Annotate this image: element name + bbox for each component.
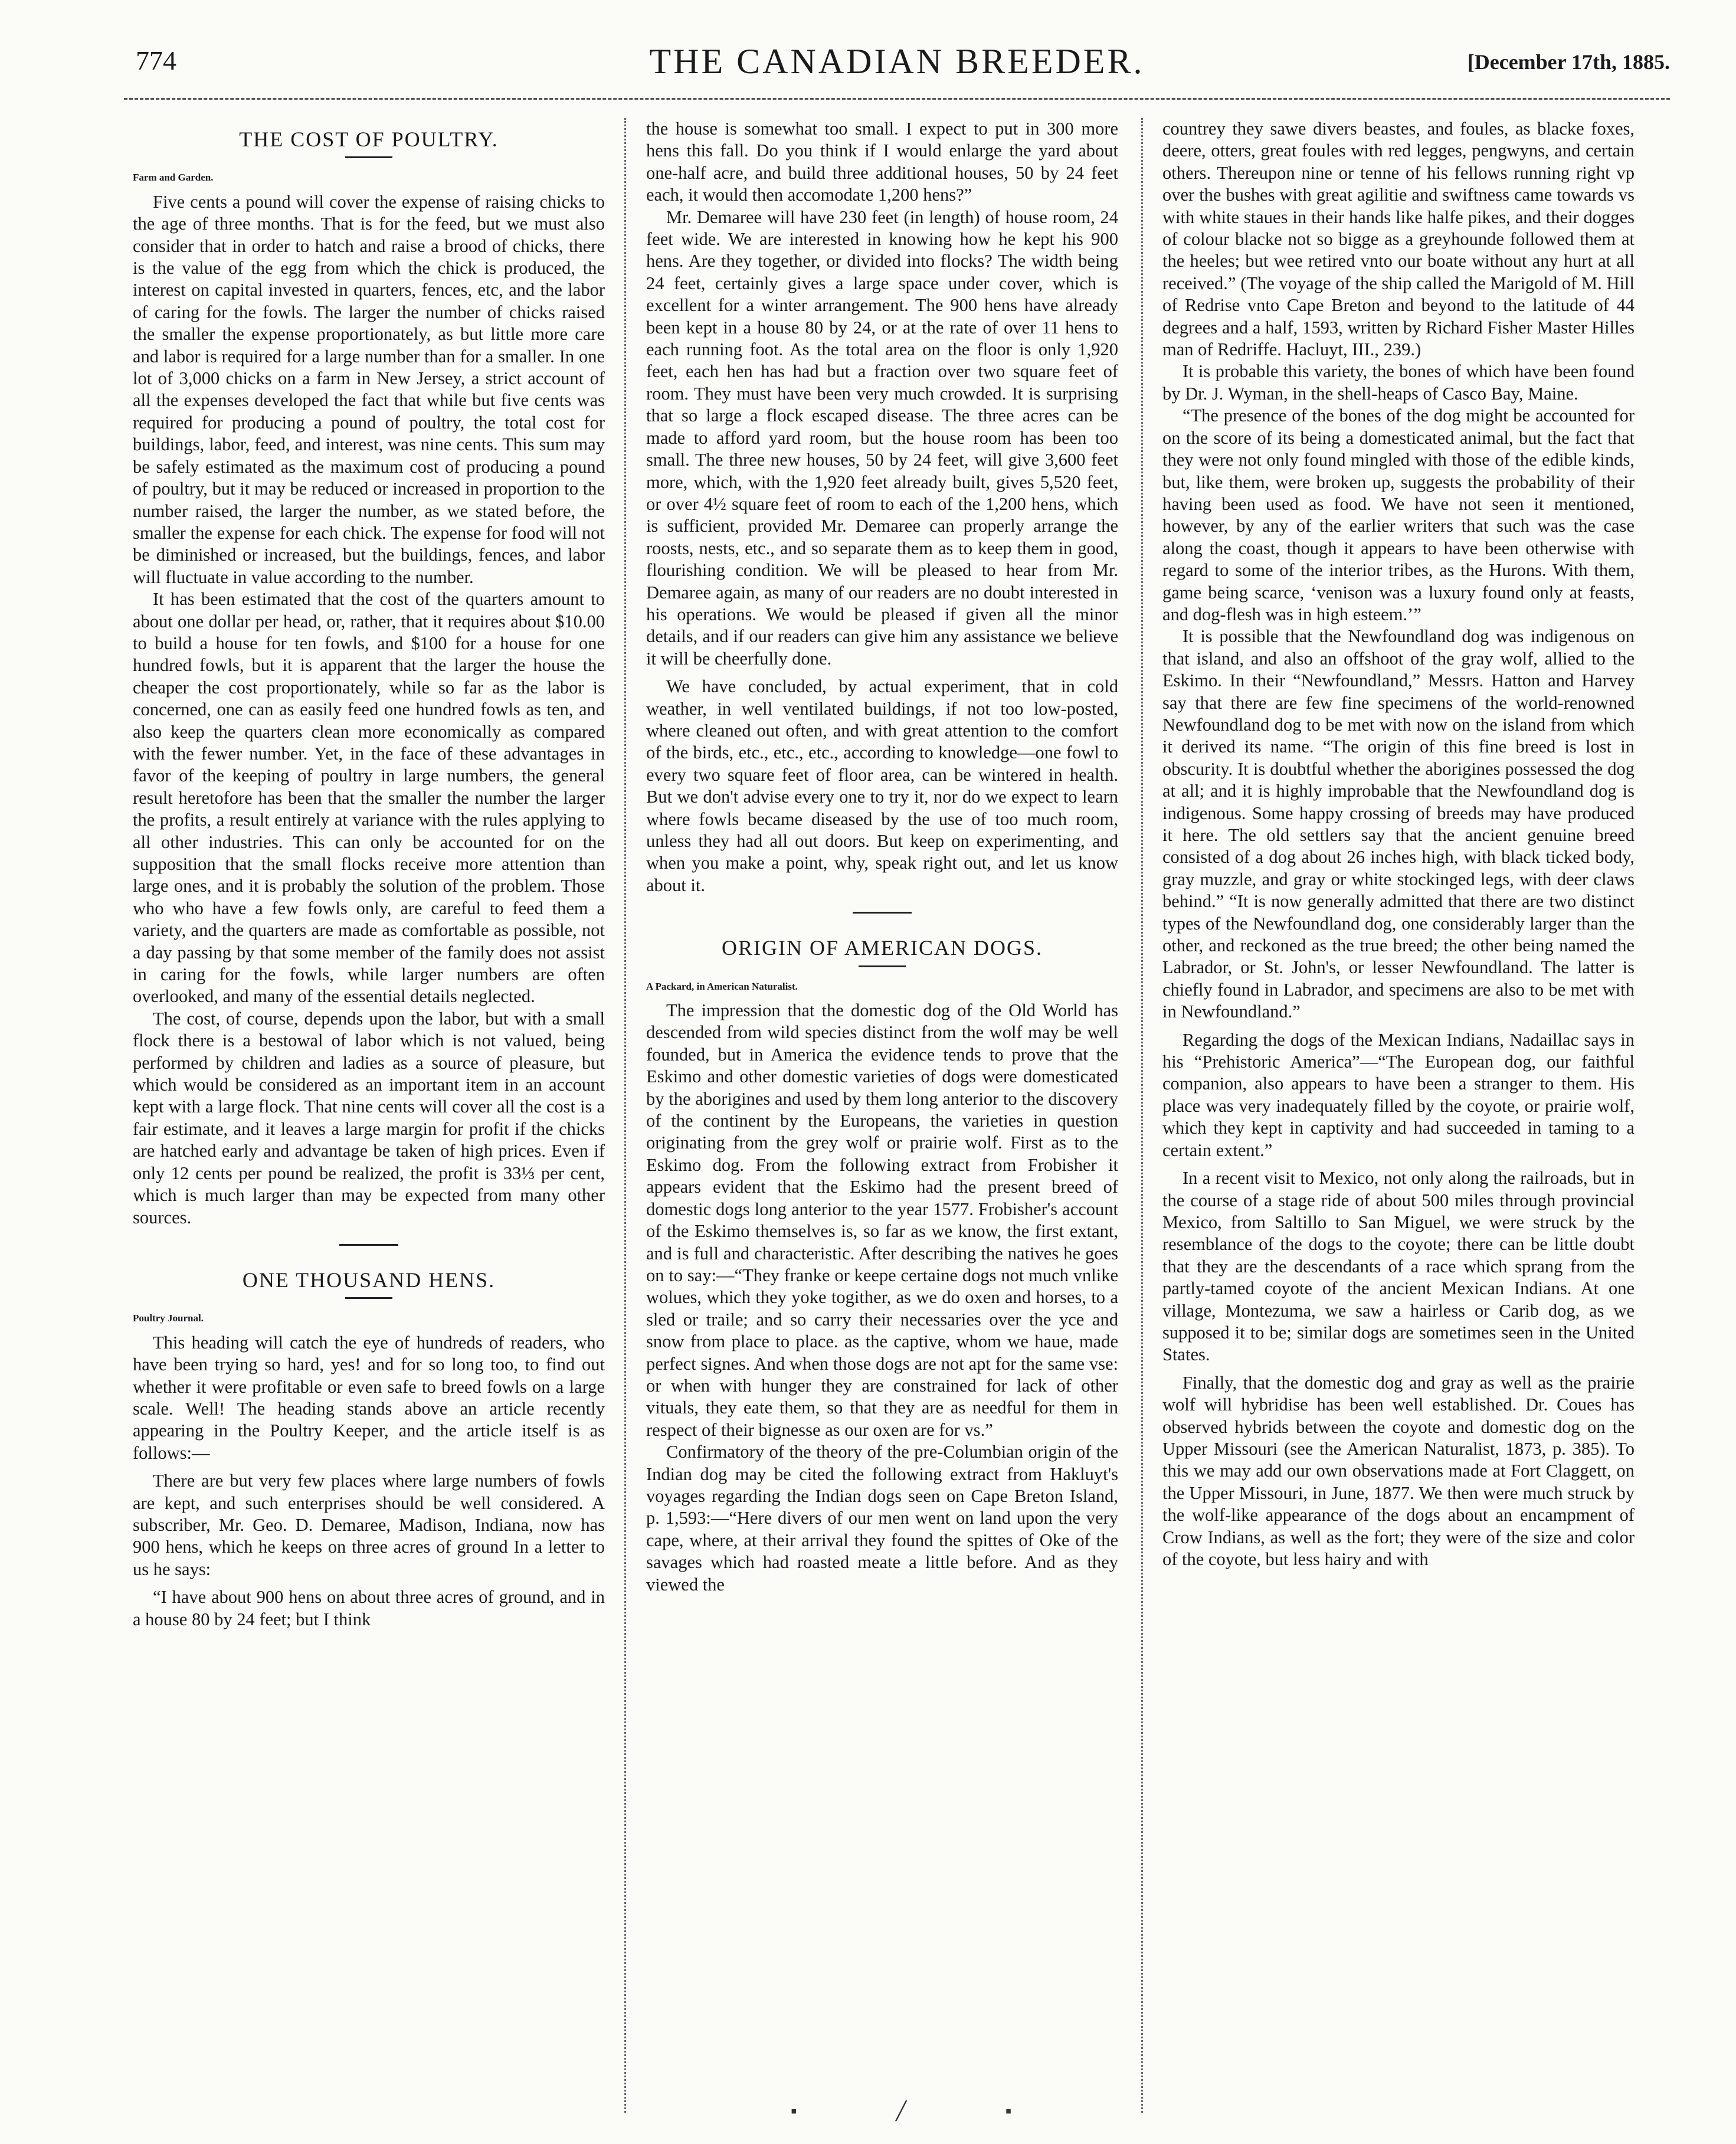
title-rule [345, 1297, 392, 1299]
section-rule [339, 1244, 398, 1246]
issue-date: [December 17th, 1885. [1467, 50, 1670, 74]
paragraph: The impression that the domestic dog of the Old World has descended from wild species distinct from the wolf may be well founded, but in America the evidence tends to prove that the Eskimo and other domestic varieties of dogs were domesticated by the aborigines and used by them long anterior to the discovery of the continent by the Europeans, the varieties in question originating from the grey wolf or prairie wolf. First as to the Eskimo dog. From the following extract from Frobisher it appears evident that the Eskimo had the present breed of domestic dogs long anterior to the year 1577. Frobisher's account of the Eskimo themselves is, so far as we know, the first extant, and is full and characteristic. After describing the natives he goes on to say:—“They franke or keepe certaine dogs not much vnlike wolues, which they yoke togither, as we do oxen and horses, to a sled or traile; and so carry their necessaries over the yce and snow from place to place. as the captive, whom we haue, made perfect signes. And when those dogs are not apt for the same vse: or when with hunger they are constrained for lack of other vituals, they eate them, so that they are as needful for them in respect of their bignesse as our oxen are for vs.” [646, 1000, 1118, 1440]
paragraph: It is possible that the Newfoundland dog was indigenous on that island, and also an offshoot of the gray wolf, allied to the Eskimo. In their “Newfoundland,” Messrs. Hatton and Harvey say that there are few fine specimens of the world-renowned Newfoundland dog to be met with now on the island from which it derived its name. “The origin of this fine breed is lost in obscurity. It is doubtful whether the aborigines possessed the dog at all; and it is highly improbable that the Newfoundland dog is indigenous. Some happy crossing of breeds may have produced it here. The old settlers say that the ancient genuine breed consisted of a dog about 26 inches high, with black ticked body, gray muzzle, and gray or white stockinged legs, with deer claws behind.” “It is now generally admitted that there are two distinct types of the Newfoundland dog, one considerably larger than the other, and reckoned as the true breed; the other being named the Labrador, or St. John's, or lesser Newfoundland. The latter is chiefly found in Labrador, and specimens are also to be met with in Newfoundland.” [1162, 626, 1635, 1022]
title-rule [345, 156, 392, 158]
paragraph: It is probable this variety, the bones of which have been found by Dr. J. Wyman, in the shell-heaps of Casco Bay, Maine. [1162, 361, 1635, 404]
column-divider [624, 118, 626, 2113]
paragraph: There are but very few places where large numbers of fowls are kept, and such enterprises should be well considered. A subscriber, Mr. Geo. D. Demaree, Madison, Indiana, now has 900 hens, which he keeps on three acres of ground In a letter to us he says: [133, 1471, 605, 1579]
print-marks: ▪ ╱ ▪ [791, 2102, 1059, 2121]
paragraph: Mr. Demaree will have 230 feet (in length) of house room, 24 feet wide. We are interested in knowing how he kept his 900 hens. Are they together, or divided into flocks? The width being 24 feet, certainly gives a large space under cover, which is excellent for a winter arrangement. The 900 hens have already been kept in a house 80 by 24, or at the rate of over 11 hens to each running foot. As the total area on the floor is only 1,920 feet, each hen has had but a fraction over two square feet of room. They must have been very much crowded. It is surprising that so large a flock escaped disease. The three acres can be made to afford yard room, but the house room has been too small. The three new houses, 50 by 24 feet, will give 3,600 feet more, which, with the 1,920 feet already built, gives 5,520 feet, or over 4½ square feet of room to each of the 1,200 hens, which is sufficient, provided Mr. Demaree can properly arrange the roosts, nests, etc., and so separate them as to keep them in good, flourishing condition. We will be pleased to hear from Mr. Demaree again, as many of our readers are no doubt interested in his operations. We would be pleased if given all the minor details, and if our readers can give him any assistance we believe it will be cheerfully done. [646, 207, 1118, 669]
article-title-origin-of-american-dogs: ORIGIN OF AMERICAN DOGS. [721, 936, 1043, 960]
paragraph: Five cents a pound will cover the expense of raising chicks to the age of three months. That is for the feed, but we must also consider that in order to hatch and raise a brood of chicks, there is the value of the egg from which the chick is produced, the interest on capital invested in quarters, fences, etc, and the labor of caring for the fowls. The larger the number of chicks raised the smaller the expense proportionately, as but little more care and labor is required for a large number than for a smaller. In one lot of 3,000 chicks on a farm in New Jersey, a strict account of all the expenses developed the fact that while but five cents was required for producing a pound of poultry, the total cost for buildings, labor, feed, and interest, was nine cents. This sum may be safely estimated as the maximum cost of producing a pound of poultry, but it may be reduced or increased in proportion to the number raised, the larger the number, as we stated before, the smaller the expense for each chick. The expense for food will not be diminished or increased, but the buildings, fences, and labor will fluctuate in value according to the number. [133, 191, 605, 587]
section-rule [853, 912, 912, 914]
header-rule [124, 98, 1670, 100]
paragraph: the house is somewhat too small. I expect to put in 300 more hens this fall. Do you think if I would enlarge the yard about one-half acre, and build three additional houses, 50 by 24 feet each, it would then accomodate 1,200 hens?” [646, 119, 1118, 205]
paragraph: Confirmatory of the theory of the pre-Columbian origin of the Indian dog may be cited the following extract from Hakluyt's voyages regarding the Indian dogs seen on Cape Breton Island, p. 1,593:—“Here divers of our men went on land upon the very cape, where, at their arrival they found the spittes of Oke of the savages which had roasted meate a little before. And as they viewed the [646, 1442, 1118, 1595]
column-divider [1141, 118, 1143, 2113]
paragraph: Regarding the dogs of the Mexican Indians, Nadaillac says in his “Prehistoric America”—“The European dog, our faithful companion, also appears to have been a stranger to them. His place was very inadequately filled by the coyote, or prairie wolf, which they kept in captivity and had succeeded in taming to a certain extent.” [1162, 1029, 1635, 1160]
article-source: Poultry Journal. [133, 1312, 204, 1324]
paragraph: It has been estimated that the cost of the quarters amount to about one dollar per head, or, rather, that it requires about $10.00 to build a house for ten fowls, and $100 for a house for one hundred fowls, but it is apparent that the larger the house the cheaper the cost proportionately, while so far as the labor is concerned, one can as easily feed one hundred fowls as ten, and also keep the quarters clean more economically as compared with the fewer number. Yet, in the face of these advantages in favor of the keeping of poultry in large numbers, the general result heretofore has been that the smaller the number the larger the profits, a result entirely at variance with the rules applying to all other industries. This can only be accounted for on the supposition that the small flocks receive more attention than large ones, and it is probably the solution of the problem. Those who who have a few fowls only, are careful to feed them a variety, and the quarters are made as comfortable as possible, not a day passing by that some member of the family does not assist in caring for the fowls, while larger numbers are often overlooked, and many of the essential details neglected. [133, 589, 605, 1007]
column-3 [1162, 118, 1635, 1570]
page-number: 774 [136, 45, 176, 76]
paragraph: countrey they sawe divers beastes, and foules, as blacke foxes, deere, otters, great foules with red legges, pengwyns, and certain others. Thereupon nine or tenne of his fellows running right vp over the bushes with great agilitie and swiftness came towards vs with white staues in their hands like halfe pikes, and their dogges of colour blacke not so bigge as a greyhounde followed them at the heeles; but wee retired vnto our boate without any hurt at all received.” (The voyage of the ship called the Marigold of M. Hill of Redrise vnto Cape Breton and beyond to the latitude of 44 degrees and a half, 1593, written by Richard Fisher Master Hilles man of Redriffe. Hacluyt, III., 239.) [1162, 119, 1635, 360]
column-2 [646, 118, 1118, 1596]
paragraph: We have concluded, by actual experiment, that in cold weather, in well ventilated buildings, if not too low-posted, where cleaned out often, and with great attention to the comfort of the birds, etc., etc., etc., according to knowledge—one fowl to every two square feet of floor area, can be wintered in health. But we don't advise every one to try it, nor do we expect to learn where fowls became diseased by the use of too much room, unless they had all out doors. But keep on experimenting, and when you make a point, why, speak right out, and let us know about it. [646, 676, 1118, 895]
paragraph: Finally, that the domestic dog and gray as well as the prairie wolf will hybridise has been well established. Dr. Coues has observed hybrids between the coyote and domestic dog on the Upper Missouri (see the American Naturalist, 1873, p. 385). To this we may add our own observations made at Fort Claggett, on the Upper Missouri, in June, 1877. We then were much struck by the wolf-like appearance of the dogs about an encampment of Crow Indians, as well as the fort; they were of the size and color of the coyote, but less hairy and with [1162, 1372, 1635, 1569]
article-title-one-thousand-hens: ONE THOUSAND HENS. [242, 1268, 496, 1292]
paragraph: In a recent visit to Mexico, not only along the railroads, but in the course of a stage ride of about 500 miles through provincial Mexico, from Saltillo to San Miguel, we were struck by the resemblance of the dogs to the coyote; there can be little doubt that they are the descendants of a race which sprang from the partly-tamed coyote of the ancient Mexican Indians. At one village, Montezuma, we saw a hairless or Carib dog, as we supposed it to be; similar dogs are sometimes seen in the United States. [1162, 1168, 1635, 1365]
article-source: A Packard, in American Naturalist. [646, 980, 798, 992]
paragraph: The cost, of course, depends upon the labor, but with a small flock there is a bestowal of labor which is not valued, being performed by children and ladies as a source of pleasure, but which would be considered as an important item in an account kept with a large flock. That nine cents will cover all the cost is a fair estimate, and it leaves a large margin for profit if the chicks are hatched early and advantage be taken of high prices. Even if only 12 cents per pound be realized, the profit is 33⅓ per cent, which is much larger than may be expected from many other sources. [133, 1008, 605, 1228]
paragraph: “The presence of the bones of the dog might be accounted for on the score of its being a domesticated animal, but the fact that they were not only found mingled with those of the edible kinds, but, like them, were broken up, suggests the probability of their having been used as food. We have not seen it mentioned, however, by any of the earlier writers that such was the case along the coast, though it appears to have been otherwise with regard to some of the interior tribes, as the Hurons. With them, game being scarce, ‘venison was a luxury found only at feasts, and dog-flesh was in high esteem.’” [1162, 405, 1635, 624]
masthead: THE CANADIAN BREEDER. [649, 42, 1145, 81]
title-rule [859, 965, 906, 967]
page-header [124, 42, 1670, 92]
paragraph: “I have about 900 hens on about three acres of ground, and in a house 80 by 24 feet; but I think [133, 1587, 605, 1629]
paragraph: This heading will catch the eye of hundreds of readers, who have been trying so hard, yes! and for so long too, to find out whether it were profitable or even safe to breed fowls on a large scale. Well! The heading stands above an article recently appearing in the Poultry Keeper, and the article itself is as follows:— [133, 1332, 605, 1463]
article-source: Farm and Garden. [133, 172, 214, 184]
column-1 [133, 118, 605, 1631]
article-title-cost-of-poultry: THE COST OF POULTRY. [239, 127, 499, 151]
